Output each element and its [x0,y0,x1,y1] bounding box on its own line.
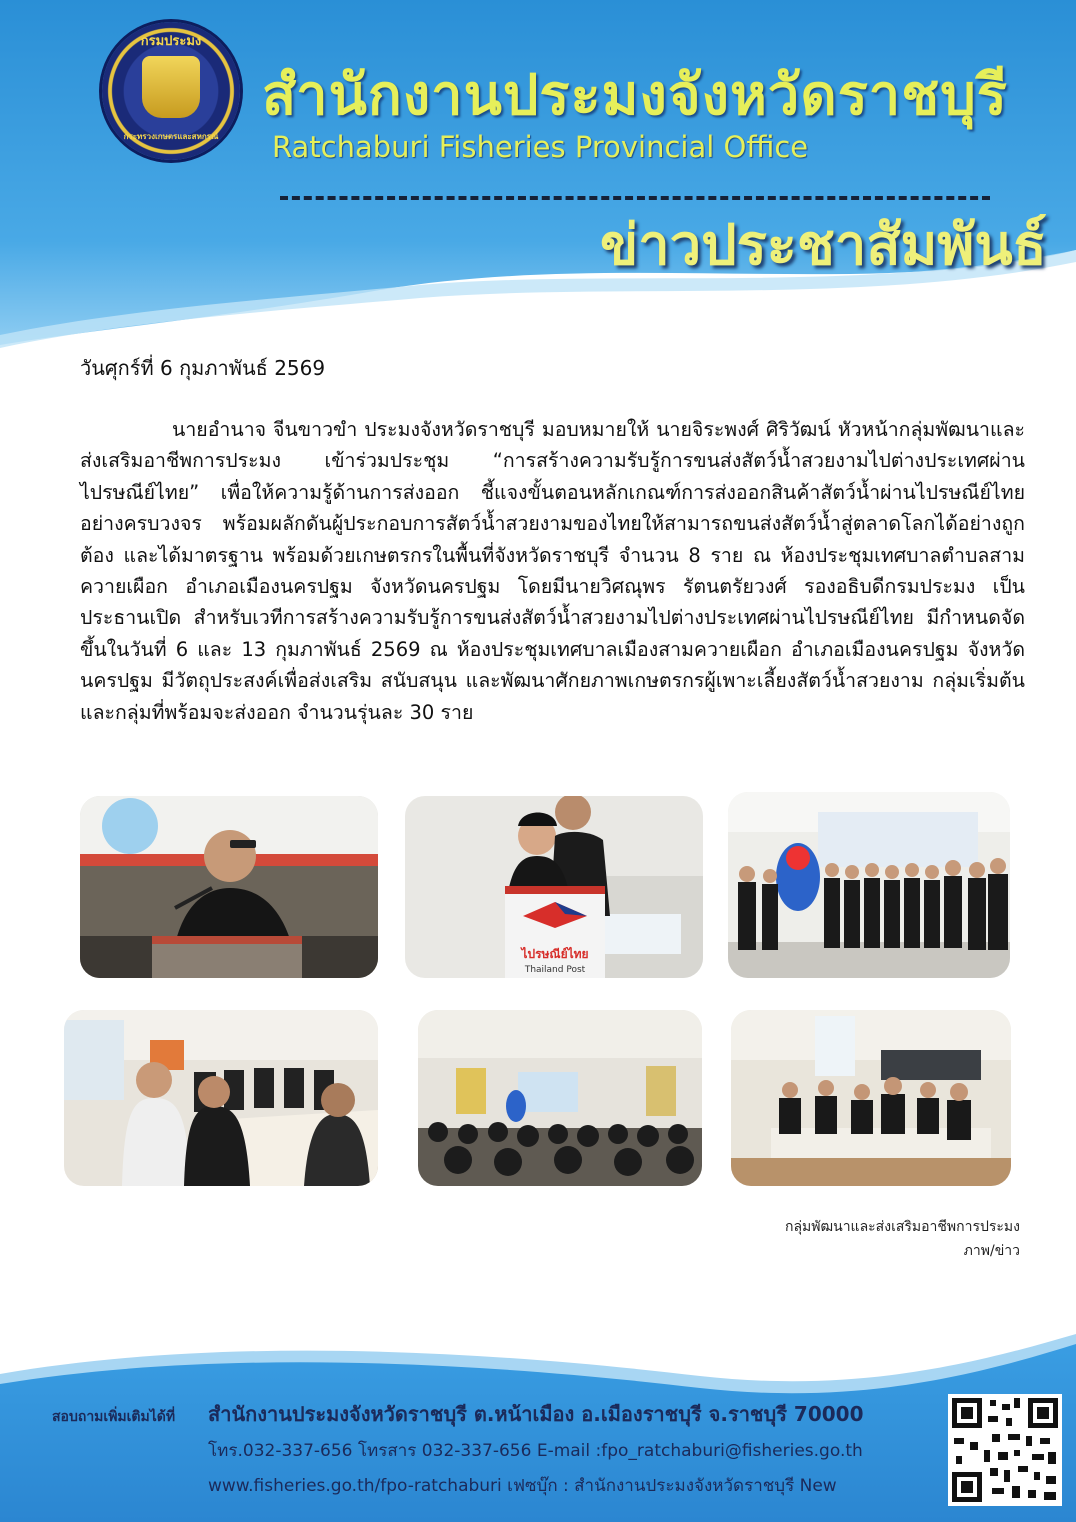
podium-brand-text: ไปรษณีย์ไทย [521,947,589,961]
credit-department: กลุ่มพัฒนาและส่งเสริมอาชีพการประมง [784,1219,1020,1235]
photo-roundtable-meeting [731,1010,1011,1186]
logo-emblem-icon [142,56,200,118]
credit-photo-news: ภาพ/ข่าว [963,1243,1020,1259]
office-title-thai: สำนักงานประมงจังหวัดราชบุรี [262,63,1008,128]
article-body-text: นายอำนาจ จีนขาวขำ ประมงจังหวัดราชบุรี มอบหมายให้ นายจิระพงศ์ ศิริวัฒน์ หัวหน้ากลุ่มพัฒนาและส่งเสริมอาชีพการประมง เข้าร่วมประชุม “การสร้างความรับรู้การขนส่งสัตว์น้ำสวยงามไปต่างประเทศผ่านไปรษณีย์ไทย” เพื่อให้ความรู้ด้านการส่งออก ชี้แจงขั้นตอนหลักเกณฑ์การส่งออกสินค้าสัตว์น้ำผ่านไปรษณีย์ไทยอย่างครบวงจร พร้อมผลักดันผู้ประกอบการสัตว์น้ำสวยงามของไทยให้สามารถขนส่งสัตว์น้ำสู่ตลาดโลกได้อย่างถูกต้อง และได้มาตรฐาน พร้อมด้วยเกษตรกรในพื้นที่จังหวัดราชบุรี จำนวน 8 ราย ณ ห้องประชุมเทศบาลตำบลสามควายเผือก อำเภอเมืองนครปฐม จังหวัดนครปฐม โดยมีนายวิศณุพร รัตนตรัยวงศ์ รองอธิบดีกรมประมง เป็นประธานเปิด สำหรับเวทีการสร้างความรับรู้การขนส่งสัตว์น้ำสวยงามไปต่างประเทศผ่านไปรษณีย์ไทย มีกำหนดจัดขึ้นในวันที่ 6 และ 13 กุมภาพันธ์ 2569 ณ ห้องประชุมเทศบาลเมืองสามควายเผือก อำเภอเมืองนครปฐม จังหวัดนครปฐม มีวัตถุประสงค์เพื่อส่งเสริม สนับสนุน และพัฒนาศักยภาพเกษตรกรผู้เพาะเลี้ยงสัตว์น้ำสวยงาม กลุ่มเริ่มต้น และกลุ่มที่พร้อมจะส่งออก จำนวนรุ่นละ 30 ราย [80,418,1025,724]
news-label: ข่าวประชาสัมพันธ์ [600,213,1047,278]
photo-seminar-hall [418,1010,702,1186]
fisheries-department-logo [102,22,240,160]
footer-contact-info: โทร.032-337-656 โทรสาร 032-337-656 E-mail :fpo_ratchaburi@fisheries.go.th [208,1441,863,1461]
footer-website-facebook: www.fisheries.go.th/fpo-ratchaburi เฟซบุ๊ก : สำนักงานประมงจังหวัดราชบุรี New [208,1476,837,1496]
office-title-english: Ratchaburi Fisheries Provincial Office [272,130,809,164]
qr-code-icon [948,1394,1062,1506]
photo-audience-front-row [64,1010,378,1186]
photo-speaker-at-podium [80,796,378,978]
logo-bottom-text: กระทรวงเกษตรและสหกรณ์ [123,132,219,141]
article-date: วันศุกร์ที่ 6 กุมภาพันธ์ 2569 [80,356,326,380]
podium-brand-subtext: Thailand Post [524,965,586,975]
article-body [80,414,1025,728]
photo-group-with-mascot [728,792,1010,978]
footer-inquiry-label: สอบถามเพิ่มเติมได้ที่ [52,1409,176,1425]
photo-thailand-post-speaker [405,796,703,978]
logo-top-text: กรมประมง [140,34,202,49]
footer-office-address: สำนักงานประมงจังหวัดราชบุรี ต.หน้าเมือง อ.เมืองราชบุรี จ.ราชบุรี 70000 [208,1402,864,1426]
